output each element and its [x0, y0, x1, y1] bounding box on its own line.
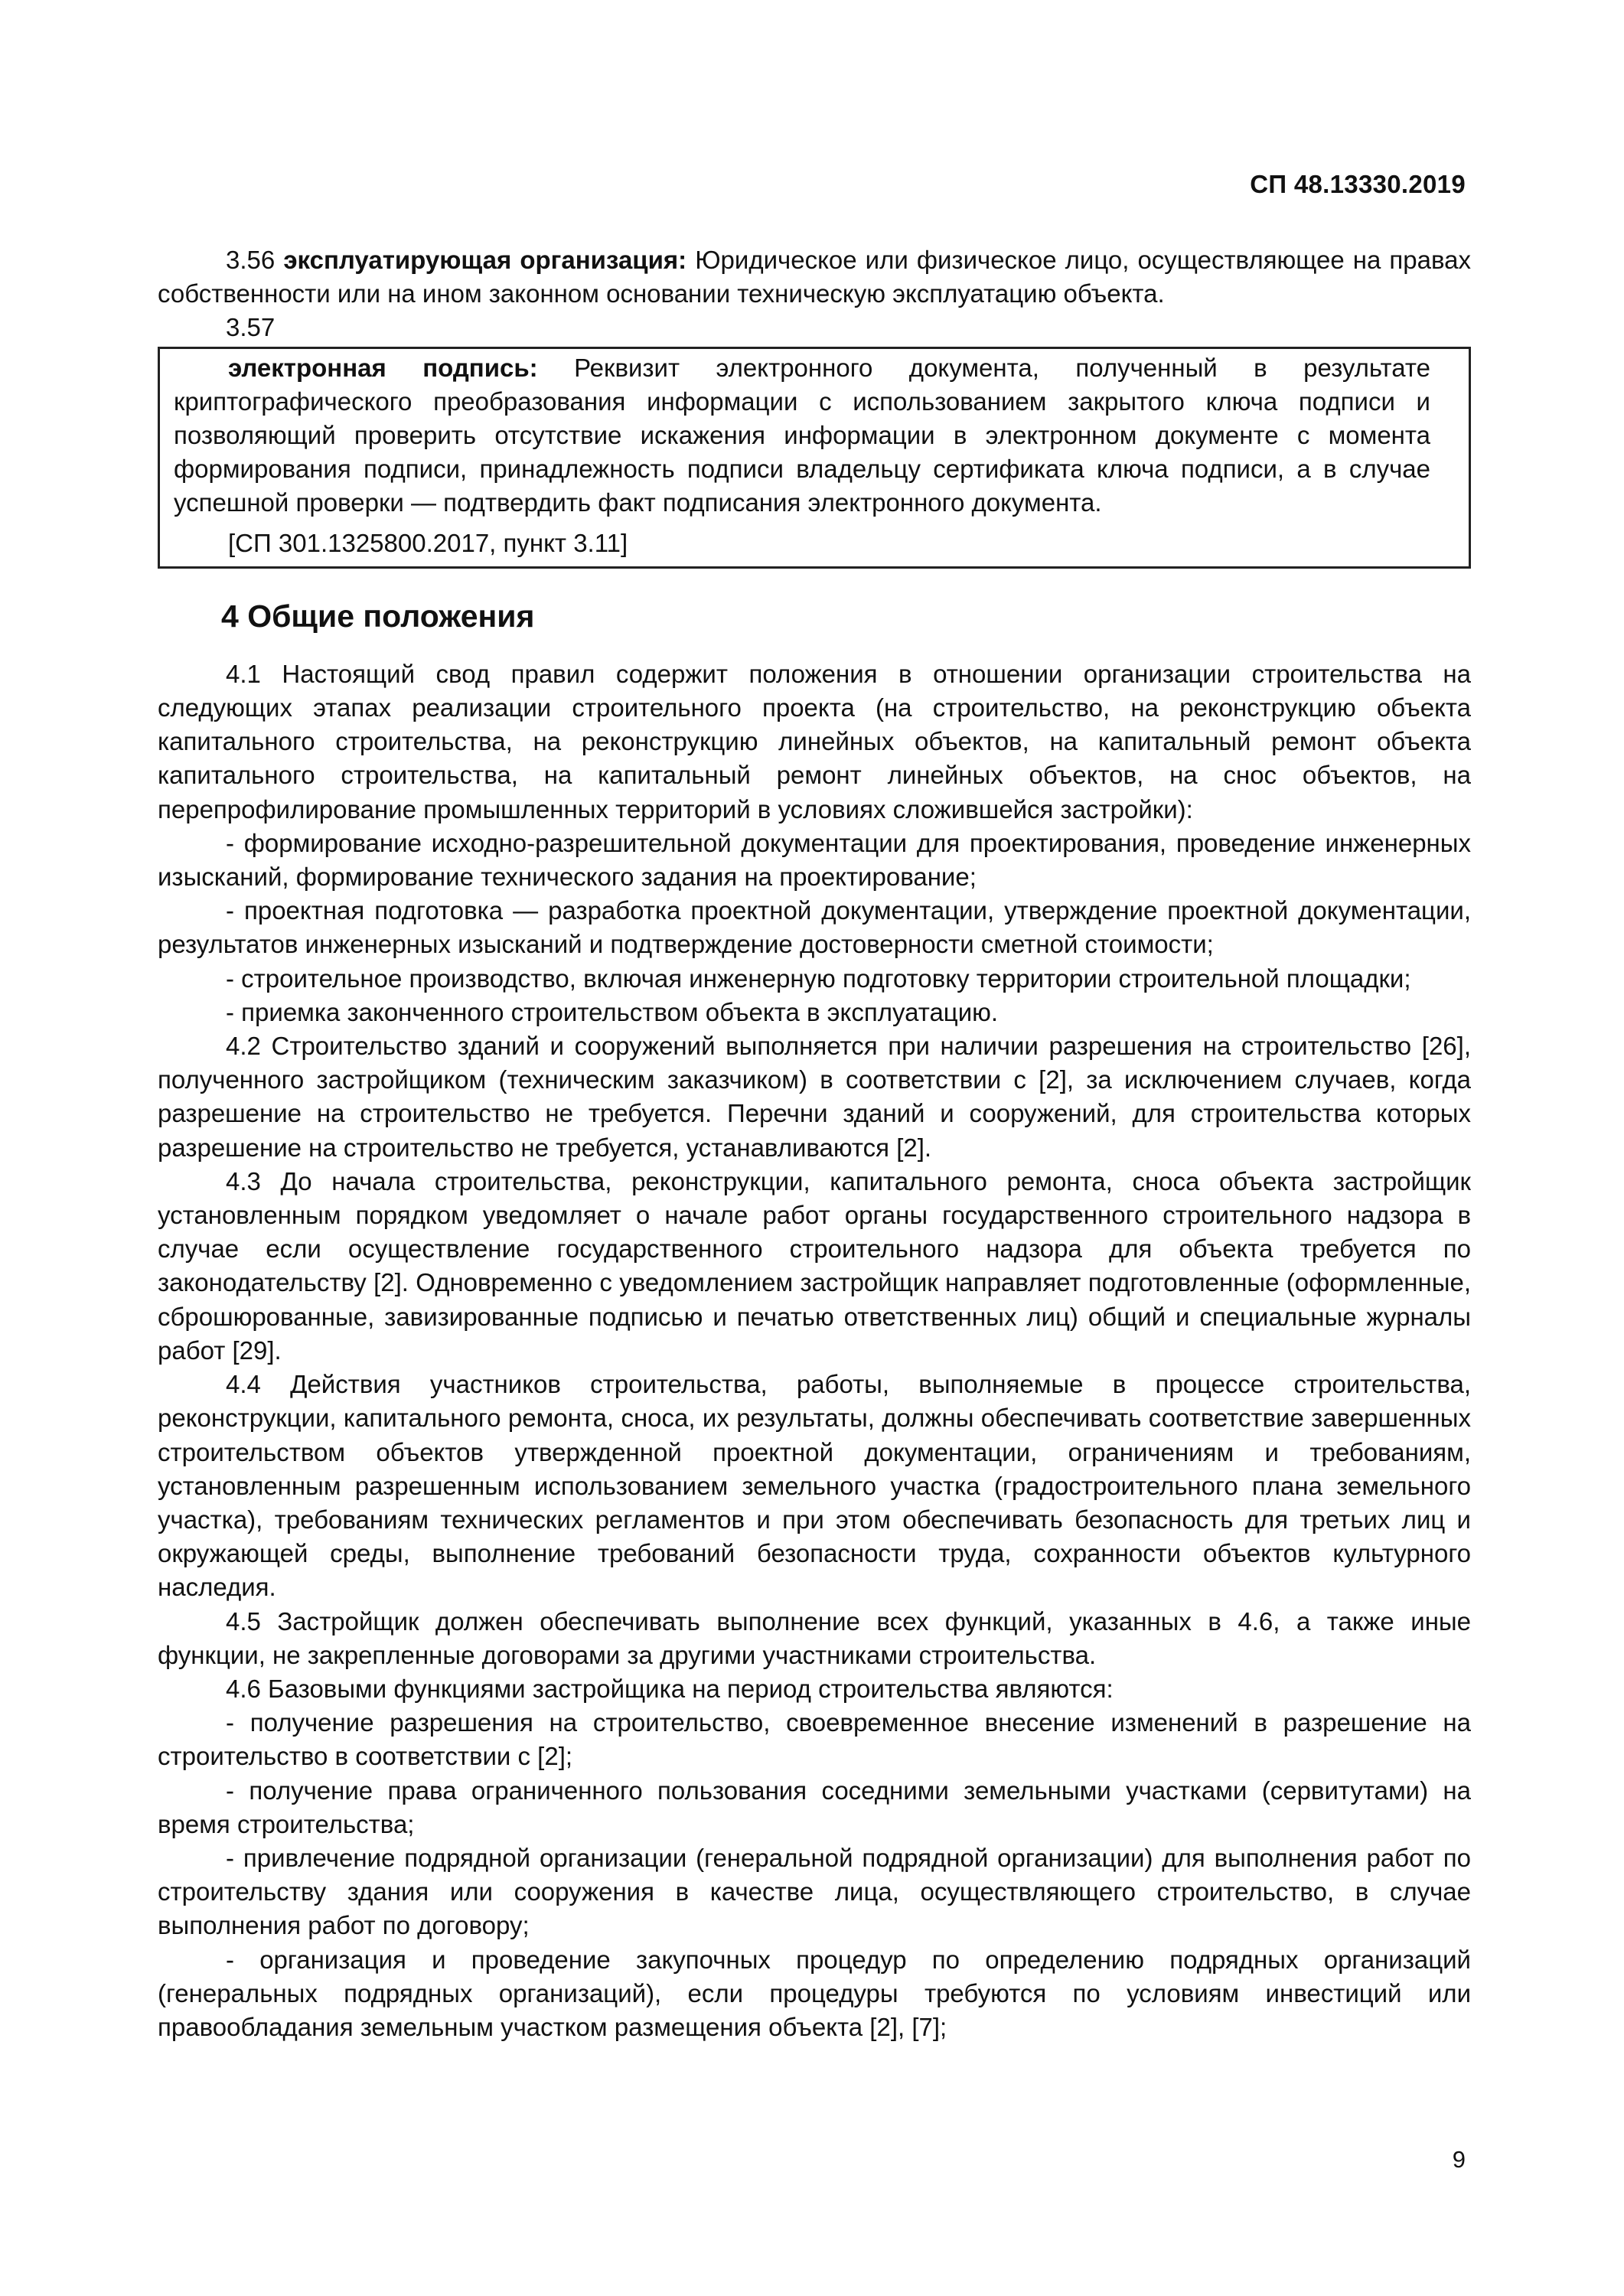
paragraph-4-2: 4.2 Строительство зданий и сооружений выполняется при наличии разрешения на строительство [26], полученного застройщиком (техническим заказчиком) в соответствии с [2], за исключением случаев, когда разрешение на строительство не требуется. Перечни зданий и сооружений, для строительства которых разрешение на строительство не требуется, устанавливаются [2]. — [158, 1032, 1471, 1162]
list-item: - получение разрешения на строительство, своевременное внесение изменений в разрешение на строительство в соответствии с [2]; — [158, 1708, 1471, 1771]
list-item: - проектная подготовка — разработка проектной документации, утверждение проектной документации, результатов инженерных изысканий и подтверждение достоверности сметной стоимости; — [158, 896, 1471, 959]
term: электронная подпись: — [228, 353, 538, 382]
list-item: - формирование исходно-разрешительной документации для проектирования, проведение инженерных изысканий, формирование технического задания на проектирование; — [158, 828, 1471, 892]
list-item: - привлечение подрядной организации (генеральной подрядной организации) для выполнения работ по строительству здания или сооружения в качестве лица, осуществляющего строительство, в случае выполнения работ по договору; — [158, 1843, 1471, 1940]
definition-source-reference: [СП 301.1325800.2017, пункт 3.11] — [228, 528, 628, 557]
term: эксплуатирующая организация: — [283, 246, 687, 274]
list-item: - организация и проведение закупочных процедур по определению подрядных организаций (генеральных подрядных организаций), если процедуры требуются по условиям инвестиций или правообладания земельным участком размещения объекта [2], [7]; — [158, 1945, 1471, 2041]
list-item: - получение права ограниченного пользования соседними земельными участками (сервитутами) на время строительства; — [158, 1776, 1471, 1838]
paragraph-4-4: 4.4 Действия участников строительства, работы, выполняемые в процессе строительства, реконструкции, капитального ремонта, сноса, их результаты, должны обеспечивать соответствие завершенных строительством объектов утвержденной проектной документации, ограничениям и требованиям, установленным разрешенным использованием земельного участка (градостроительного плана земельного участка), требованиям технических регламентов и при этом обеспечивать безопасность для третьих лиц и окружающей среды, выполнение требований безопасности труда, сохранности объектов культурного наследия. — [158, 1370, 1471, 1602]
page-number: 9 — [1452, 2146, 1466, 2173]
paragraph-4-6: 4.6 Базовыми функциями застройщика на период строительства являются: — [226, 1674, 1114, 1703]
list-item: - строительное производство, включая инженерную подготовку территории строительной площадки; — [226, 964, 1411, 993]
boxed-definition — [174, 351, 1430, 520]
paragraph-4-3: 4.3 До начала строительства, реконструкции, капитального ремонта, сноса объекта застройщик установленным порядком уведомляет о начале работ органы государственного строительного надзора в случае если осуществление государственного строительного надзора для объекта требуется по законодательству [2]. Одновременно с уведомлением застройщик направляет подготовленные (оформленные, сброшюрованные, завизированные подписью и печатью ответственных лиц) общий и специальные журналы работ [29]. — [158, 1166, 1471, 1365]
definition-text: Юридическое или физическое лицо, осуществляющее на правах собственности или на ином законном основании техническую эксплуатацию объекта. — [158, 246, 1472, 308]
definition-box — [158, 347, 1471, 569]
clause-number: 3.56 — [226, 246, 276, 274]
section-heading: 4 Общие положения — [221, 598, 535, 634]
paragraph-4-1: 4.1 Настоящий свод правил содержит положения в отношении организации строительства на следующих этапах реализации строительного проекта (на строительство, на реконструкцию объекта капитального строительства, на реконструкцию линейных объектов, на капитальный ремонт объекта капитального строительства, на капитальный ремонт линейных объектов, на снос объектов, на перепрофилирование промышленных территорий в условиях сложившейся застройки): — [158, 659, 1471, 823]
page-content — [158, 243, 1471, 2044]
paragraph-4-5: 4.5 Застройщик должен обеспечивать выполнение всех функций, указанных в 4.6, а также иные функции, не закрепленные договорами за другими участниками строительства. — [158, 1606, 1471, 1669]
clause-3-56 — [158, 243, 1471, 311]
definition-text: Реквизит электронного документа, полученный в результате криптографического преобразования информации с использованием закрытого ключа подписи и позволяющий проверить отсутствие искажения информации в электронном документе с момента формирования подписи, принадлежность подписи владельцу сертификата ключа подписи, а в случае успешной проверки — подтвердить факт подписания электронного документа. — [174, 353, 1431, 517]
clause-3-57-number: 3.57 — [226, 313, 276, 342]
list-item: - приемка законченного строительством объекта в эксплуатацию. — [226, 997, 999, 1026]
document-code: СП 48.13330.2019 — [1250, 170, 1466, 198]
